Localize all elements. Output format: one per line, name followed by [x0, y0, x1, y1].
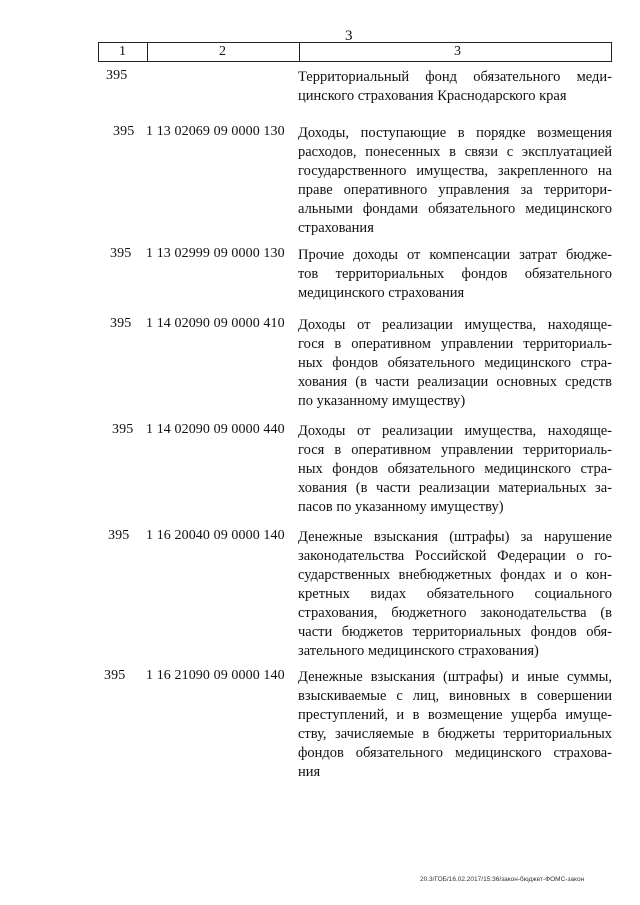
- description-line: страхования: [298, 220, 374, 236]
- description-line: взыскиваемые с лиц, виновных в совершении: [298, 688, 612, 704]
- admin-code: 395: [113, 124, 135, 139]
- description-line: ных фондов обязательного медицинского стра-: [298, 355, 612, 371]
- revenue-description: [298, 422, 612, 517]
- revenue-code: 1 16 20040 09 0000 140: [146, 528, 285, 543]
- description-line: сударственных внебюджетных фондах и о кон-: [298, 567, 612, 583]
- description-line: страхования, бюджетного законодательства (в: [298, 605, 612, 621]
- description-line: хования (в части реализации основных средств: [298, 374, 612, 390]
- admin-code: 395: [108, 528, 130, 543]
- table-header: [98, 42, 612, 62]
- revenue-description: [298, 668, 612, 782]
- description-line: пасов по указанному имуществу): [298, 499, 504, 515]
- revenue-description: [298, 124, 612, 238]
- admin-code: 395: [110, 316, 132, 331]
- description-line: Доходы от реализации имущества, находяще-: [298, 423, 612, 439]
- description-line: гося в оперативном управлении территориаль-: [298, 442, 612, 458]
- description-line: Денежные взыскания (штрафы) и иные суммы,: [298, 669, 612, 685]
- description-line: законодательства Российской Федерации о го-: [298, 548, 612, 564]
- description-line: государственного имущества, закрепленного на: [298, 163, 612, 179]
- description-line: тов территориальных фондов обязательного: [298, 266, 612, 282]
- description-line: Территориальный фонд обязательного меди-: [298, 69, 612, 85]
- description-line: зательного медицинского страхования): [298, 643, 539, 659]
- revenue-description: [298, 316, 612, 411]
- description-line: альными фондами обязательного медицинского: [298, 201, 612, 217]
- description-line: части бюджетов территориальных фондов обя-: [298, 624, 612, 640]
- header-col-1: 1: [119, 44, 126, 59]
- description-line: медицинского страхования: [298, 285, 465, 301]
- header-col-3: 3: [454, 44, 461, 59]
- revenue-code: 1 13 02999 09 0000 130: [146, 246, 285, 261]
- page-number: 3: [345, 28, 353, 44]
- revenue-description: [298, 528, 612, 661]
- header-col-2: 2: [219, 44, 226, 59]
- description-line: Доходы, поступающие в порядке возмещения: [298, 125, 612, 141]
- column-divider: [147, 43, 148, 61]
- description-line: ных фондов обязательного медицинского стра-: [298, 461, 612, 477]
- admin-code: 395: [104, 668, 126, 683]
- description-line: праве оперативного управления за территори-: [298, 182, 612, 198]
- description-line: хования (в части реализации материальных за-: [298, 480, 612, 496]
- description-line: Денежные взыскания (штрафы) за нарушение: [298, 529, 612, 545]
- description-line: фондов обязательного медицинского страхова-: [298, 745, 612, 761]
- description-line: расходов, понесенных в связи с эксплуатацией: [298, 144, 612, 160]
- description-line: ству, зачисляемые в бюджеты территориальных: [298, 726, 612, 742]
- document-footer-stamp: 20.3/ГОБ/16.02.2017/15:36/закон-бюджет-ФОМС-закон: [420, 876, 585, 883]
- description-line: цинского страхования Краснодарского края: [298, 88, 567, 104]
- revenue-code: 1 14 02090 09 0000 410: [146, 316, 285, 331]
- description-line: Доходы от реализации имущества, находяще-: [298, 317, 612, 333]
- description-line: гося в оперативном управлении территориаль-: [298, 336, 612, 352]
- description-line: кретных видах обязательного социального: [298, 586, 612, 602]
- revenue-code: 1 13 02069 09 0000 130: [146, 124, 285, 139]
- description-line: ния: [298, 764, 321, 780]
- description-line: преступлений, и в возмещение ущерба имуще-: [298, 707, 612, 723]
- admin-code: 395: [106, 68, 128, 83]
- admin-code: 395: [112, 422, 134, 437]
- admin-code: 395: [110, 246, 132, 261]
- revenue-description: [298, 246, 612, 303]
- description-line: Прочие доходы от компенсации затрат бюдже-: [298, 247, 612, 263]
- column-divider: [299, 43, 300, 61]
- revenue-code: 1 14 02090 09 0000 440: [146, 422, 285, 437]
- description-line: по указанному имуществу): [298, 393, 466, 409]
- revenue-description: [298, 68, 612, 106]
- revenue-code: 1 16 21090 09 0000 140: [146, 668, 285, 683]
